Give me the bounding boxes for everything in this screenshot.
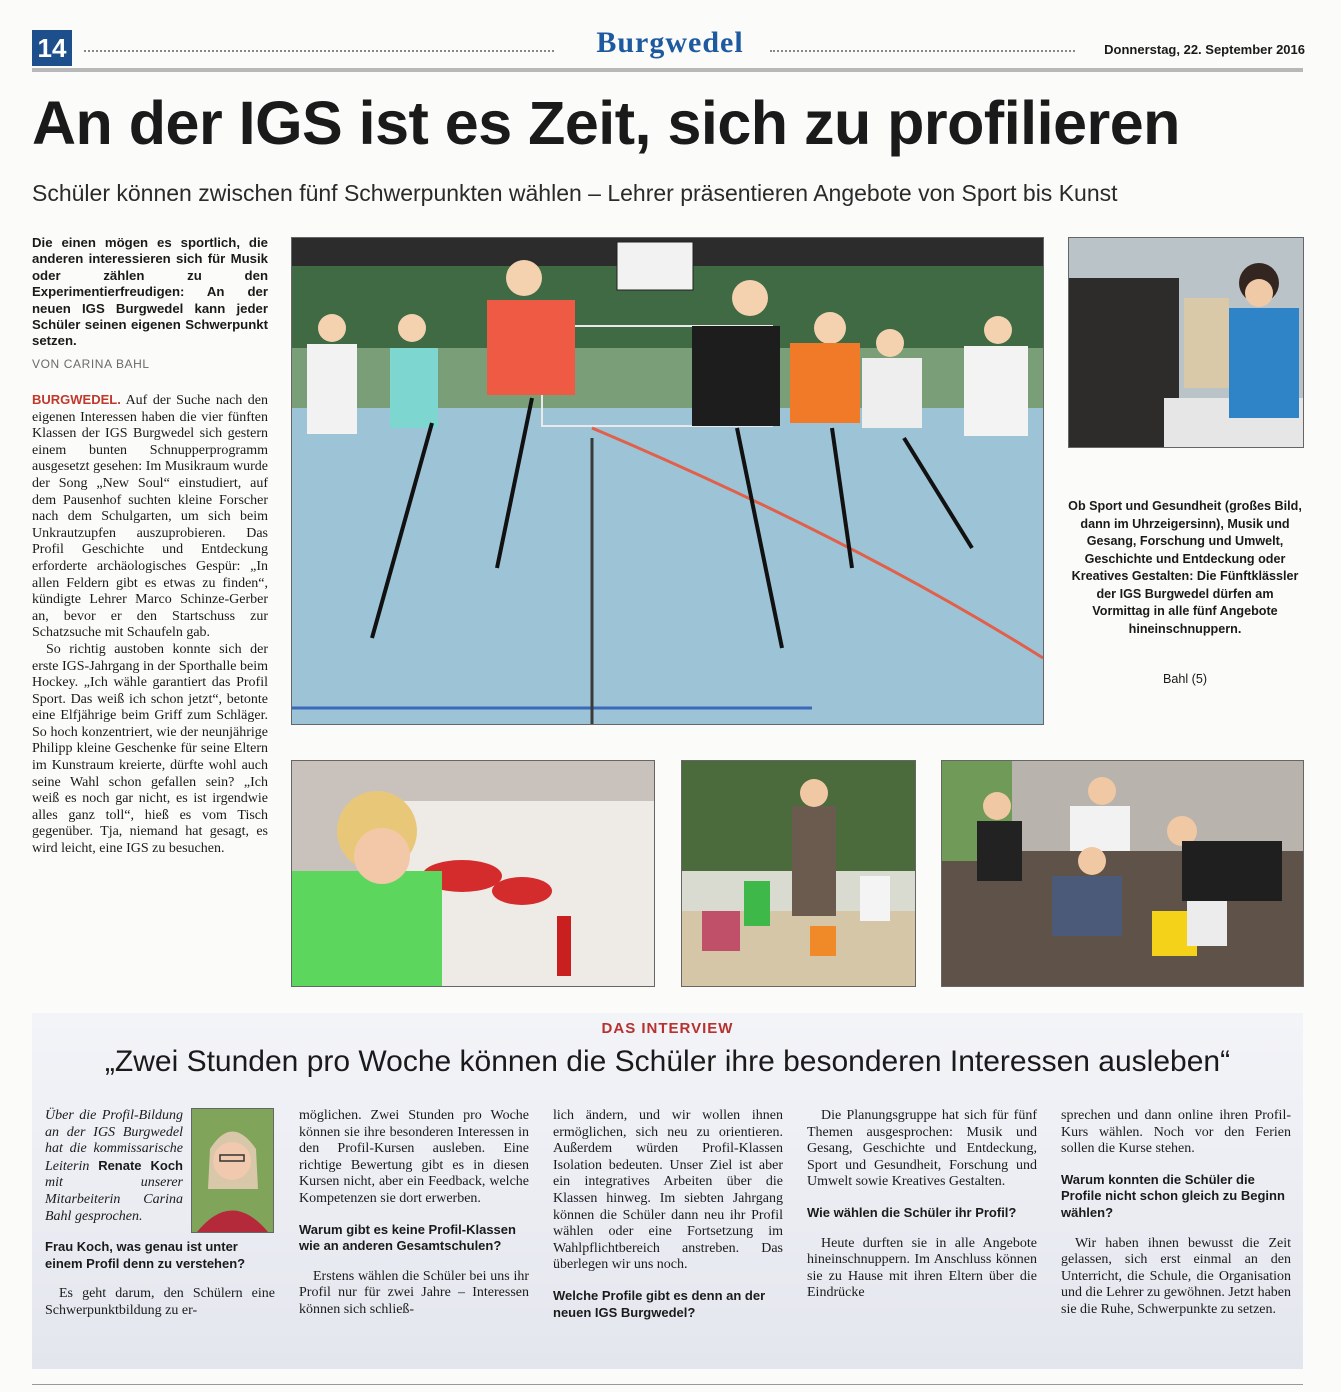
portrait-image xyxy=(192,1109,273,1232)
interviewee-name: Renate Koch xyxy=(98,1157,183,1173)
article-paragraph-1 xyxy=(32,392,268,642)
article-author: VON CARINA BAHL xyxy=(32,357,150,371)
photo-music xyxy=(1068,237,1304,448)
intro-text-a: Über die Profil-Bildung an der IGS Burgwedel hat die kommissarische Leiterin xyxy=(45,1108,183,1174)
answer-5: Wir haben ihnen bewusst die Zeit gelassen, sich erst einmal an den Unterricht, die Schule, die Organisation und die Lehrer zu gewöhnen. Jetzt haben sie die Ruhe, Schwerpunkte zu setzen. xyxy=(1061,1235,1291,1317)
intro-text-b: mit unserer Mitarbeiterin Carina Bahl gesprochen. xyxy=(45,1175,183,1224)
interview-headline: „Zwei Stunden pro Woche können die Schüler ihre besonderen Interessen ausleben“ xyxy=(104,1045,1231,1078)
interview-intro xyxy=(45,1108,183,1225)
article-body xyxy=(32,392,268,858)
hockey-scene xyxy=(292,238,1043,724)
question-5: Warum konnten die Schüler die Profile nicht schon gleich zu Beginn wählen? xyxy=(1061,1171,1285,1220)
music-scene xyxy=(1069,238,1303,447)
garden-scene xyxy=(942,761,1303,986)
answer-4-part-2: sprechen und dann online ihren Profil-Kurs wählen. Noch vor den Ferien sollen die Kurse stehen. xyxy=(1061,1108,1291,1157)
answer-1-part-2: möglichen. Zwei Stunden pro Woche können sie ihre besonderen Interessen in den Profil-Kursen ausleben. Eine richtige Bewertung gibt es in diesen Kursen nicht, aber ein Feedback, welche Kompetenzen sie dort erwerben. xyxy=(299,1108,529,1206)
photo-caption: Ob Sport und Gesundheit (großes Bild, dann im Uhrzeigersinn), Musik und Gesang, Forschung und Umwelt, Geschichte und Entdeckung oder Kreatives Gestalten: Die Fünftklässler der IGS Burgwedel dürfen am Vormittag in alle fünf Angebote hineinschnuppern. xyxy=(1068,499,1302,636)
dateline: BURGWEDEL. xyxy=(32,392,121,407)
art-scene xyxy=(292,761,654,986)
answer-2-part-2: lich ändern, und wir wollen ihnen ermöglichen, sich neu zu orientieren. Außerdem würden Profil-Klassen Isolation bedeuten. Unser Ziel ist aber ein integratives Arbeiten über die Klassen hinweg. Im siebten Jahrgang können die Schüler dann neu ihr Profil wählen oder eine Fortsetzung im Wahlpflichtbereich anstreben. Das überlegen wir uns noch. xyxy=(553,1108,783,1273)
question-3: Welche Profile gibt es denn an der neuen IGS Burgwedel? xyxy=(553,1287,766,1320)
page-number: 14 xyxy=(32,30,72,66)
paragraph-1-text: Auf der Suche nach den eigenen Interessen haben die vier fünften Klassen der IGS Burgwedel sich gestern einem bunten Schnupperprogramm ausgesetzt gesehen: Im Musikraum wurde der Song „New Soul“ einstudiert, auf dem Pausenhof suchten kleine Forscher nach dem Schulgarten, um sich beim Unkrautzupfen auszuprobieren. Das Profil Geschichte und Entdeckung erforderte archäologisches Gespür: „In allen Feldern gibt es etwas zu finden“, kündigte Lehrer Marco Schinze-Gerber an, bevor er den Startschuss zur Schatzsuche mit Schaufeln gab. xyxy=(32,393,268,641)
header-rule xyxy=(32,68,1303,72)
answer-2-part-1: Erstens wählen die Schüler bei uns ihr Profil nur für zwei Jahre – Interessen können sich schließ- xyxy=(299,1268,529,1317)
interview-column-5 xyxy=(1061,1108,1291,1319)
question-1: Frau Koch, was genau ist unter einem Profil denn zu verstehen? xyxy=(45,1239,246,1271)
header-divider-left xyxy=(84,50,554,52)
interview-column-4 xyxy=(807,1108,1037,1302)
photo-credit: Bahl (5) xyxy=(1162,672,1208,686)
page-bottom-rule xyxy=(32,1384,1303,1385)
answer-1-part-1: Es geht darum, den Schülern eine Schwerpunktbildung zu er- xyxy=(45,1286,275,1318)
photo-hockey xyxy=(291,237,1044,725)
answer-4-part-1: Heute durften sie in alle Angebote hineinschnuppern. Im Anschluss können sie zu Hause mit ihren Eltern über die Eindrücke xyxy=(807,1235,1037,1301)
header-divider-right xyxy=(770,50,1075,52)
photo-portrait xyxy=(191,1108,274,1233)
section-title: Burgwedel xyxy=(596,26,744,59)
photo-dig xyxy=(681,760,916,987)
interview-column-3 xyxy=(553,1108,783,1335)
subheadline: Schüler können zwischen fünf Schwerpunkten wählen – Lehrer präsentieren Angebote von Sport bis Kunst xyxy=(32,180,1118,206)
photo-art xyxy=(291,760,655,987)
issue-date: Donnerstag, 22. September 2016 xyxy=(1104,42,1305,57)
interview-kicker: DAS INTERVIEW xyxy=(601,1020,734,1037)
photo-garden xyxy=(941,760,1304,987)
interview-column-2 xyxy=(299,1108,529,1319)
question-4: Wie wählen die Schüler ihr Profil? xyxy=(807,1204,1017,1220)
article-paragraph-2: So richtig austoben konnte sich der erste IGS-Jahrgang in der Sporthalle beim Hockey. „Ich wähle garantiert das Profil Sport. Das weiß ich schon jetzt“, betonte eine Elfjährige beim Griff zum Schläger. So hoch konzentriert, wie der neunjährige Philipp kleine Geschenke für seine Eltern im Kunstraum kreierte, dürfte wohl auch seine Wahl schon gefallen sein? „Ich weiß es noch gar nicht, es ist irgendwie alles ganz toll“, hieß es vom Tisch gegenüber. Tja, niemand hat gesagt, es wird leicht, eine IGS zu besuchen. xyxy=(32,641,268,857)
question-2: Warum gibt es keine Profil-Klassen wie an anderen Gesamtschulen? xyxy=(299,1221,516,1254)
article-lead: Die einen mögen es sportlich, die anderen interessieren sich für Musik oder zählen zu den Experimentierfreudigen: An der neuen IGS Burgwedel kann jeder Schüler seinen eigenen Schwerpunkt setzen. xyxy=(32,235,268,349)
dig-scene xyxy=(682,761,915,986)
headline: An der IGS ist es Zeit, sich zu profilieren xyxy=(32,89,1180,157)
answer-3: Die Planungsgruppe hat sich für fünf Themen ausgesprochen: Musik und Gesang, Geschichte und Entdeckung, Sport und Gesundheit, Forschung und Umwelt sowie Kreatives Gestalten. xyxy=(807,1108,1037,1190)
